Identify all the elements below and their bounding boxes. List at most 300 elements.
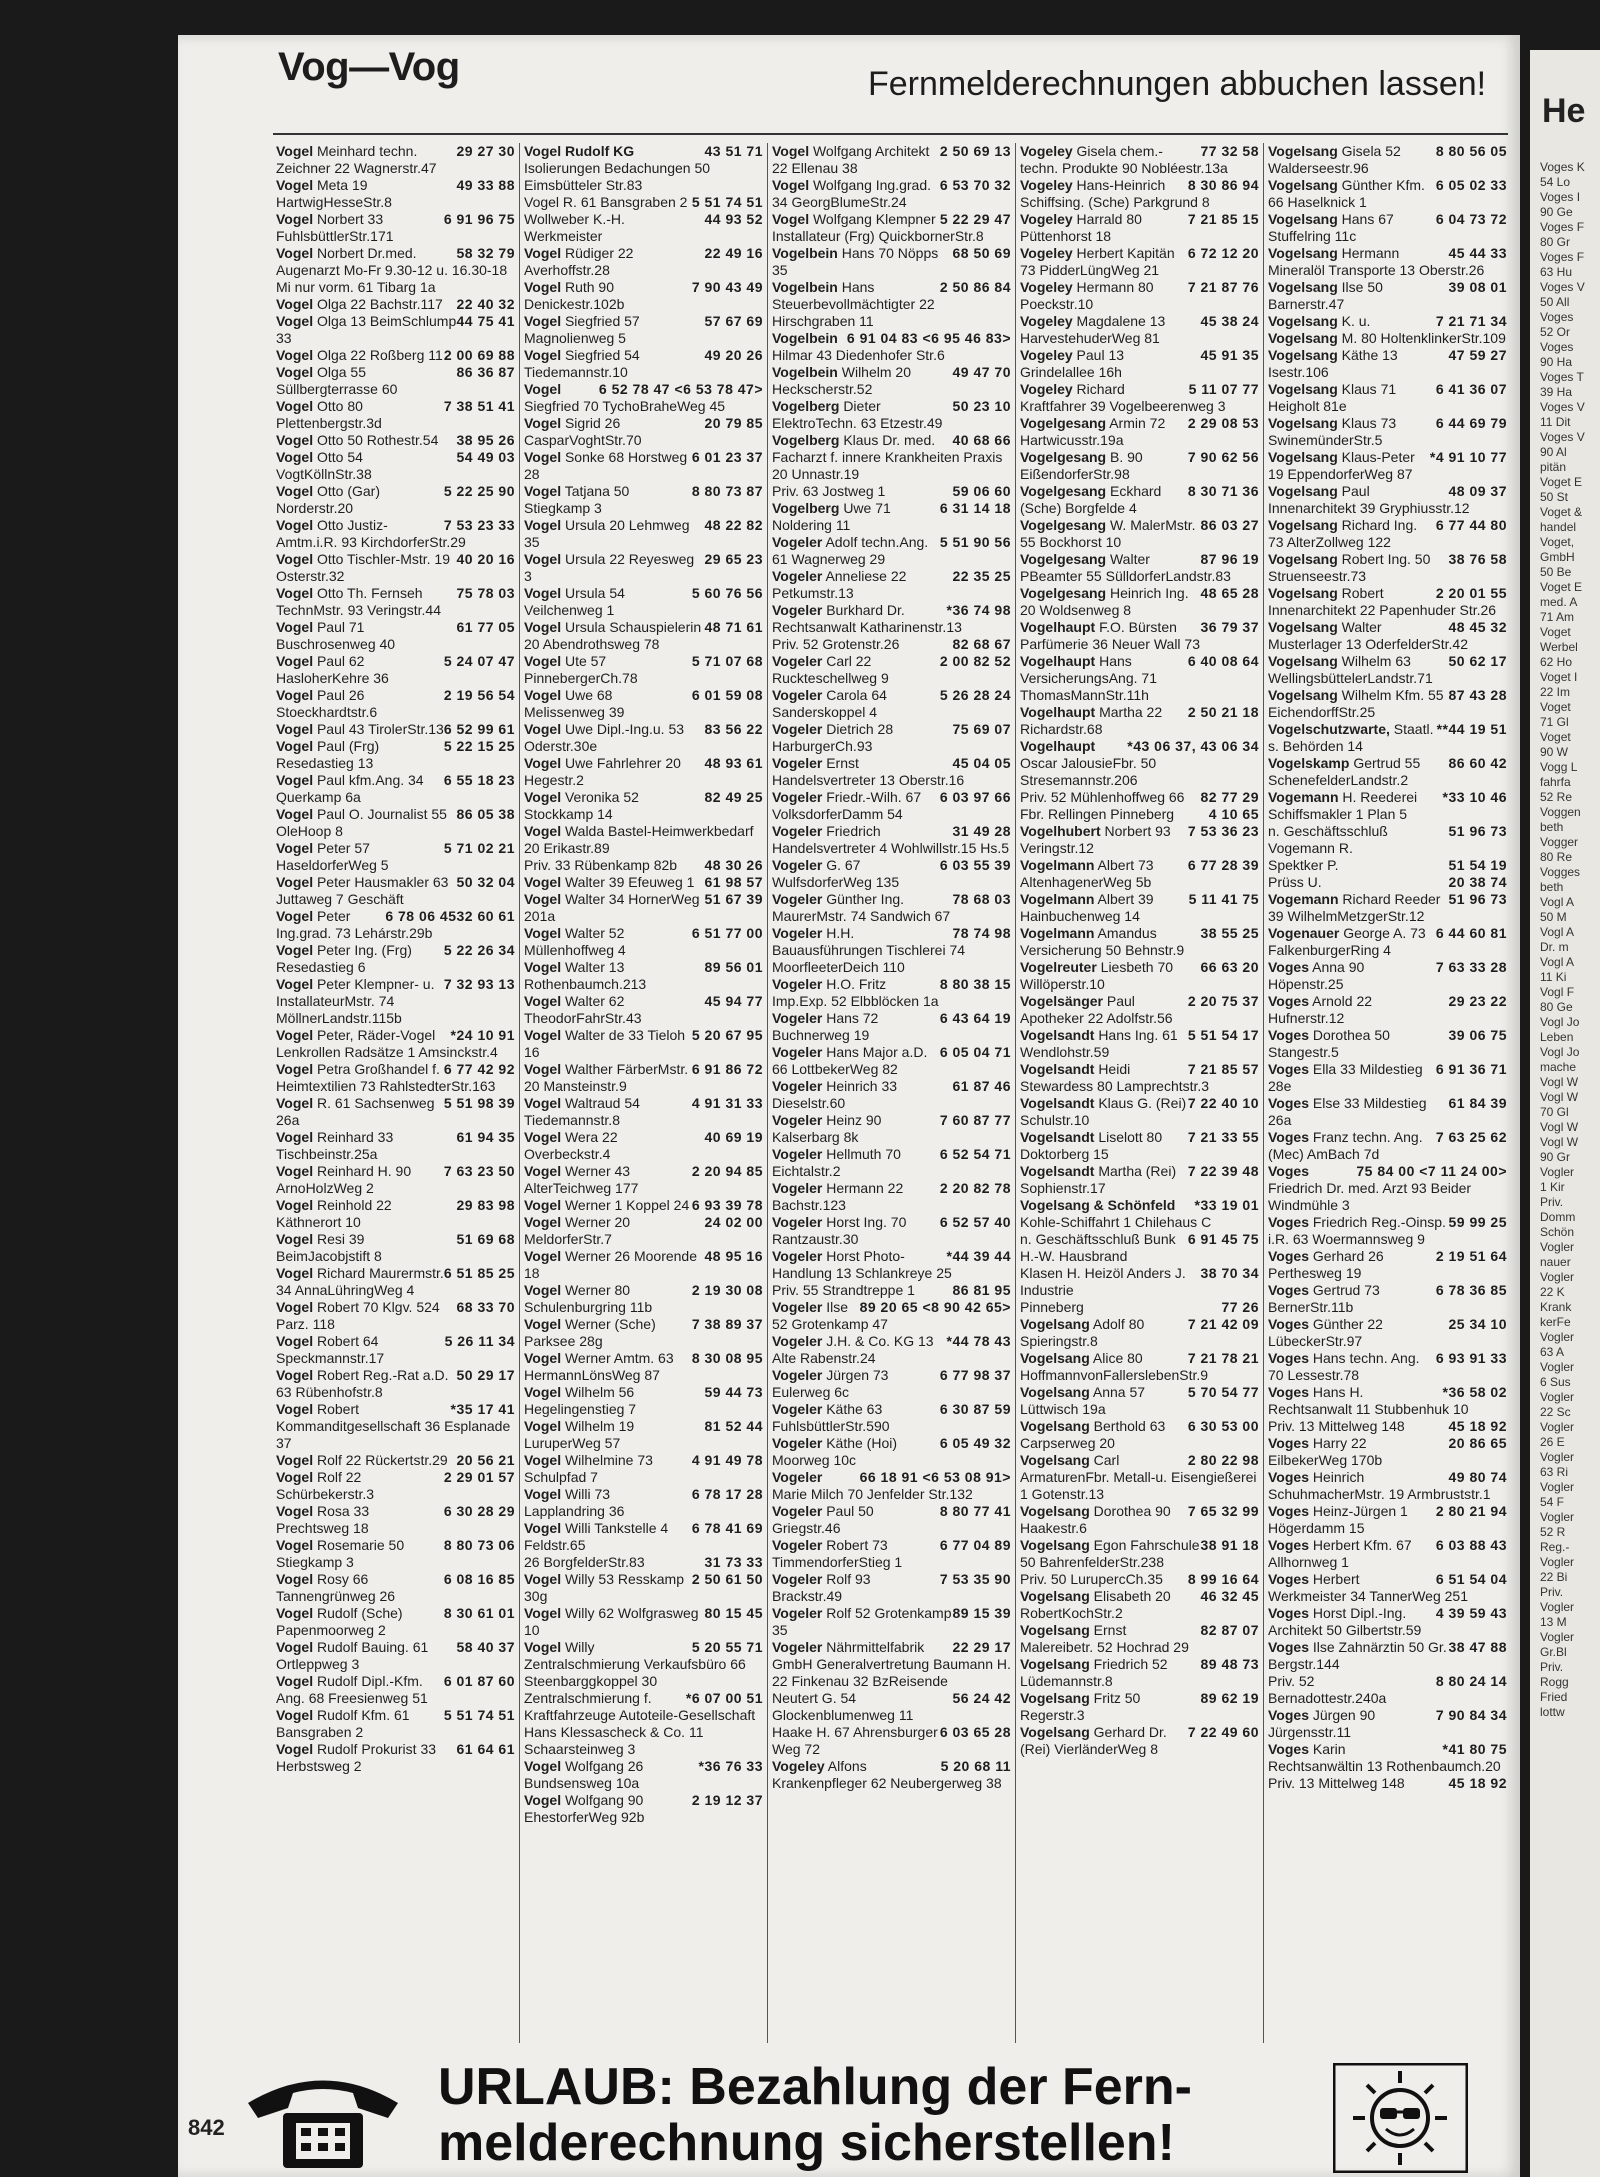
listing-name: Voges: [1268, 1384, 1309, 1400]
listing-phone: 89 20 65 <8 90 42 65>: [859, 1299, 1011, 1315]
listing-phone: 87 96 19: [1200, 551, 1259, 567]
listing-entry: [1265, 1248, 1511, 1282]
listing-entry: [521, 415, 767, 449]
adjacent-page-fragment: 22 Bi: [1540, 1570, 1568, 1584]
listing-detail: Werner 43 AlterTeichweg 177: [524, 1163, 639, 1196]
listing-detail: Friedrich Handelsvertreter 4 Wohlwillstr.15 Hs.5: [772, 823, 1010, 856]
listing-entry: [769, 1503, 1015, 1537]
listing-phone: 8 99 16 64: [1187, 1571, 1259, 1587]
listing-entry: [273, 517, 519, 551]
listing-name: Vogel: [276, 551, 314, 567]
listing-phone: 7 65 32 99: [1187, 1503, 1259, 1519]
listing-name: Vogel: [276, 1401, 314, 1417]
listing-phone: 7 21 85 57: [1187, 1061, 1259, 1077]
listing-entry: [521, 1418, 767, 1452]
listing-name: Vogelsandt: [1020, 1095, 1095, 1111]
adjacent-page-fragment: Voget: [1540, 700, 1571, 714]
listing-name: Vogeler: [772, 1010, 823, 1026]
listing-entry: [273, 1452, 519, 1469]
listing-phone: 2 20 94 85: [691, 1163, 763, 1179]
listing-name: Vogel: [276, 1605, 314, 1621]
adjacent-page-fragment: 90 Al: [1540, 445, 1567, 459]
listing-entry: [273, 296, 519, 313]
listing-entry: [521, 381, 767, 415]
adjacent-page-fragment: Vogler: [1540, 1510, 1575, 1524]
listing-name: Vogelberg: [772, 398, 840, 414]
listing-name: Vogel: [524, 449, 562, 465]
adjacent-page-fragment: fahrfa: [1540, 775, 1571, 789]
listing-phone: 6 40 08 64: [1187, 653, 1259, 669]
listing-name: Vogel: [524, 381, 562, 397]
adjacent-page-fragment: 63 Ri: [1540, 1465, 1569, 1479]
listing-phone: 75 84 00 <7 11 24 00>: [1356, 1163, 1507, 1179]
listing-name: Vogel: [276, 1061, 314, 1077]
listing-detail: Resi 39 BeimJacobjstift 8: [276, 1231, 382, 1264]
listing-entry: [1017, 1095, 1263, 1129]
listing-name: Vogel: [524, 1605, 562, 1621]
listing-detail: Werner Amtm. 63 HermannLönsWeg 87: [524, 1350, 674, 1383]
listing-detail: Otto 50 Rothestr.54: [316, 432, 439, 448]
listing-detail: Ella 33 Mildestieg 28e: [1268, 1061, 1423, 1094]
listing-phone: 32 60 61: [456, 908, 515, 924]
listing-phone: 6 55 18 23: [443, 772, 515, 788]
listing-detail: Zentralschmierung f. Kraftfahrzeuge Autoteile-Gesellschaft Hans Klessascheck & Co. 11 Schaarsteinweg 3: [524, 1690, 756, 1757]
listing-name: Vogeler: [772, 1180, 823, 1196]
listing-detail: Albert 73 AltenhagenerWeg 5b: [1020, 857, 1154, 890]
listing-phone: 82 68 67: [952, 636, 1011, 652]
listing-entry: [769, 1367, 1015, 1401]
listing-detail: Robert 70 Klgv. 524 Parz. 118: [276, 1299, 440, 1332]
listing-detail: Egon Fahrschule 50 BahrenfelderStr.238: [1020, 1537, 1200, 1570]
listing-phone: 7 63 33 28: [1435, 959, 1507, 975]
listing-phone: 40 69 19: [704, 1129, 763, 1145]
listing-detail: Herbert Werkmeister 34 TannerWeg 251: [1268, 1571, 1468, 1604]
listing-entry: [1265, 1775, 1511, 1792]
listing-name: Vogelbein: [772, 364, 838, 380]
listing-phone: 6 03 88 43: [1435, 1537, 1507, 1553]
listing-entry: [1017, 1163, 1263, 1197]
listing-name: Vogel: [524, 1282, 562, 1298]
listing-detail: Robert 73 TimmendorferStieg 1: [772, 1537, 903, 1570]
listing-detail: Priv. 13 Mittelweg 148: [1268, 1775, 1405, 1791]
listing-name: Vogel: [524, 1792, 562, 1808]
adjacent-page-fragment: 26 E: [1540, 1435, 1565, 1449]
listing-phone: 89 62 19: [1200, 1690, 1259, 1706]
listing-phone: 5 20 68 11: [940, 1758, 1011, 1774]
listing-detail: Klaus Dr. med. Facharzt f. innere Krankheiten Praxis 20 Unnastr.19: [772, 432, 1003, 482]
listing-entry: [273, 1741, 519, 1775]
listing-phone: *36 74 98: [946, 602, 1011, 618]
listing-name: Vogelschutzwarte,: [1268, 721, 1390, 737]
listing-name: Vogeley: [1020, 143, 1073, 159]
listing-phone: 22 35 25: [952, 568, 1011, 584]
listing-detail: Ernst Handelsvertreter 13 Oberstr.16: [772, 755, 965, 788]
listing-detail: Walda Bastel-Heimwerkbedarf 20 Erikastr.89: [524, 823, 754, 856]
listing-entry: [521, 1248, 767, 1282]
adjacent-page-fragment: 90 W: [1540, 745, 1569, 759]
directory-page: [178, 35, 1520, 2177]
listing-name: Vogeler: [772, 602, 823, 618]
listing-phone: 82 49 25: [704, 789, 763, 805]
listing-entry: [769, 432, 1015, 483]
listing-phone: 29 65 23: [704, 551, 763, 567]
listing-phone: 86 81 95: [952, 1282, 1011, 1298]
listing-detail: J.H. & Co. KG 13 Alte Rabenstr.24: [772, 1333, 934, 1366]
adjacent-page-fragment: 52 Or: [1540, 325, 1571, 339]
listing-phone: 6 52 78 47 <6 53 78 47>: [598, 381, 763, 397]
listing-phone: 7 90 84 34: [1435, 1707, 1507, 1723]
listing-detail: Amandus Versicherung 50 Behnstr.9: [1020, 925, 1185, 958]
listing-name: Vogeler: [772, 1503, 823, 1519]
listing-phone: 86 03 27: [1200, 517, 1259, 533]
listing-entry: [1017, 789, 1263, 806]
listing-name: Vogeler: [772, 1605, 823, 1621]
listing-phone: 54 49 03: [456, 449, 515, 465]
listing-phone: 61 87 46: [952, 1078, 1011, 1094]
listing-phone: 6 04 73 72: [1435, 211, 1507, 227]
listing-name: Vogel: [276, 398, 314, 414]
listing-detail: Priv. 55 Strandtreppe 1: [772, 1282, 915, 1298]
listing-phone: 6 78 36 85: [1435, 1282, 1507, 1298]
listing-detail: Neutert G. 54 Glockenblumenweg 11: [772, 1690, 914, 1723]
listing-entry: [521, 1639, 767, 1690]
listing-name: Vogelsang: [1268, 279, 1338, 295]
listing-phone: 86 60 42: [1448, 755, 1507, 771]
adjacent-page-fragment: Vogler: [1540, 1240, 1575, 1254]
listing-phone: 6 01 59 08: [691, 687, 763, 703]
listing-name: Vogelbein: [772, 330, 838, 346]
listing-detail: Gertrud 55 SchenefelderLandstr.2: [1268, 755, 1421, 788]
listing-detail: Otto (Gar) Norderstr.20: [276, 483, 380, 516]
listing-detail: R. 61 Sachsenweg 26a: [276, 1095, 435, 1128]
listing-phone: 45 44 33: [1448, 245, 1507, 261]
listing-entry: [521, 653, 767, 687]
listing-phone: 56 24 42: [952, 1690, 1011, 1706]
listing-detail: Paul 71 Buschrosenweg 40: [276, 619, 396, 652]
listing-entry: [769, 143, 1015, 177]
listing-entry: [1265, 823, 1511, 857]
listing-name: Vogel: [524, 1520, 562, 1536]
listing-detail: Walther FärberMstr. 20 Mansteinstr.9: [524, 1061, 689, 1094]
listing-name: Vogeler: [772, 789, 823, 805]
listing-phone: 82 87 07: [1200, 1622, 1259, 1638]
listing-name: Vogelsang: [1020, 1316, 1090, 1332]
listing-detail: Ilse 50 Barnerstr.47: [1268, 279, 1383, 312]
listing-phone: *4 91 10 77: [1429, 449, 1507, 465]
listing-detail: Nährmittelfabrik GmbH Generalvertretung Baumann H. 22 Finkenau 32 BzReisende: [772, 1639, 1011, 1689]
adjacent-page-fragment: mache: [1540, 1060, 1577, 1074]
adjacent-page-fragment: Voget E: [1540, 580, 1583, 594]
listing-detail: Priv. 52 Mühlenhoffweg 66: [1020, 789, 1185, 805]
listing-detail: Wilhelm 63 WellingsbüttelerLandstr.71: [1268, 653, 1433, 686]
listing-name: Vogeley: [1020, 211, 1073, 227]
listing-detail: Reinhard 33 Tischbeinstr.25a: [276, 1129, 394, 1162]
listing-entry: [1265, 330, 1511, 347]
listing-name: Vogeley: [1020, 381, 1073, 397]
listing-phone: 7 90 43 49: [691, 279, 763, 295]
listing-phone: 6 41 36 07: [1435, 381, 1507, 397]
listing-phone: 6 72 12 20: [1187, 245, 1259, 261]
listing-phone: 6 30 28 29: [443, 1503, 515, 1519]
listing-phone: 45 04 05: [952, 755, 1011, 771]
adjacent-page-fragment: Vogl Jo: [1540, 1015, 1580, 1029]
listing-entry: [1017, 1384, 1263, 1418]
listing-name: Vogel: [524, 619, 562, 635]
listing-name: Voges: [1268, 1435, 1309, 1451]
listing-phone: 29 23 22: [1448, 993, 1507, 1009]
adjacent-page-fragment: Gr.Bl: [1540, 1645, 1567, 1659]
listing-name: Vogel: [276, 313, 314, 329]
listing-detail: Alfons Krankenpfleger 62 Neubergerweg 38: [772, 1758, 1002, 1791]
listing-entry: [1017, 823, 1263, 857]
listing-phone: *36 58 02: [1442, 1384, 1507, 1400]
listing-entry: [521, 1486, 767, 1520]
listing-name: Vogel: [276, 806, 314, 822]
listing-detail: Uwe 71 Noldering 11: [772, 500, 891, 533]
listing-detail: Horst Ing. 70 Rantzaustr.30: [772, 1214, 907, 1247]
listing-phone: 6 77 98 37: [939, 1367, 1011, 1383]
listing-entry: [273, 1503, 519, 1537]
listing-name: Vogeler: [772, 891, 823, 907]
listing-name: Vogelsandt: [1020, 1163, 1095, 1179]
listing-detail: Wilhelm Kfm. 55 EichendorffStr.25: [1268, 687, 1444, 720]
listing-name: Vogelsang: [1020, 1622, 1090, 1638]
adjacent-page-fragment: kerFe: [1540, 1315, 1571, 1329]
listing-name: Vogel: [276, 1129, 314, 1145]
adjacent-page-fragment: Voges I: [1540, 190, 1581, 204]
listing-phone: 8 30 71 36: [1187, 483, 1259, 499]
adjacent-page-fragment: Vogl F: [1540, 985, 1575, 999]
listing-name: Vogel: [276, 1197, 314, 1213]
listing-detail: Reinhard H. 90 ArnoHolzWeg 2: [276, 1163, 412, 1196]
listing-entry: [1017, 279, 1263, 313]
listing-detail: Ursula 20 Lehmweg 35: [524, 517, 690, 550]
listing-phone: 2 19 30 08: [691, 1282, 763, 1298]
listing-name: Vogelgesang: [1020, 483, 1107, 499]
listing-phone: 2 00 82 52: [939, 653, 1011, 669]
listing-name: Vogel: [524, 823, 562, 839]
listing-detail: Günther Kfm. 66 Haselknick 1: [1268, 177, 1425, 210]
listing-detail: Walter 52 Müllenhoffweg 4: [524, 925, 626, 958]
listing-phone: 6 08 16 85: [443, 1571, 515, 1587]
adjacent-page-fragment: Voget: [1540, 625, 1571, 639]
listing-entry: [273, 483, 519, 517]
listing-name: Vogeler: [772, 857, 823, 873]
listing-phone: 6 91 45 75: [1187, 1231, 1259, 1247]
adjacent-page-fragment: 80 Re: [1540, 850, 1573, 864]
listing-phone: 61 98 57: [704, 874, 763, 890]
adjacent-page-fragment: Vogler: [1540, 1270, 1575, 1284]
listing-phone: 6 52 57 40: [939, 1214, 1011, 1230]
listing-entry: [521, 1554, 767, 1571]
listing-detail: Carola 64 Sanderskoppel 4: [772, 687, 887, 720]
listing-detail: Uwe Fahrlehrer 20 Hegestr.2: [524, 755, 681, 788]
adjacent-page-fragment: Voges T: [1540, 370, 1584, 384]
listing-detail: Friedr.-Wilh. 67 VolksdorferDamm 54: [772, 789, 922, 822]
listing-name: Voges: [1268, 993, 1309, 1009]
listing-phone: 20 79 85: [704, 415, 763, 431]
listing-phone: 47 59 27: [1448, 347, 1507, 363]
listing-entry: [769, 177, 1015, 211]
adjacent-page-fragment: Vogler: [1540, 1390, 1575, 1404]
listing-entry: [1265, 1503, 1511, 1537]
adjacent-page-fragment: Vogl A: [1540, 925, 1575, 939]
listing-phone: 7 90 62 56: [1187, 449, 1259, 465]
listing-name: Vogel: [524, 1316, 562, 1332]
listing-entry: [521, 1758, 767, 1792]
listing-name: Vogelsandt: [1020, 1027, 1095, 1043]
listing-entry: [521, 1792, 767, 1826]
listing-detail: Hans-Heinrich Schiffsing. (Sche) Parkgrund 8: [1020, 177, 1210, 210]
listing-detail: M. 80 HoltenklinkerStr.109: [1341, 330, 1506, 346]
listing-detail: Liselott 80 Doktorberg 15: [1020, 1129, 1163, 1162]
listing-entry: [521, 483, 767, 517]
listing-column-3: [769, 143, 1016, 2043]
listing-detail: Gertrud 73 BernerStr.11b: [1268, 1282, 1380, 1315]
adjacent-page-fragment: Voges V: [1540, 430, 1585, 444]
listing-entry: [521, 194, 767, 211]
listing-name: Vogelsang: [1268, 347, 1338, 363]
listing-phone: 86 05 38: [456, 806, 515, 822]
adjacent-page-fragment: Vogler: [1540, 1360, 1575, 1374]
listing-name: Voges: [1268, 1571, 1309, 1587]
listing-entry: [769, 755, 1015, 789]
listing-name: Vogel: [524, 1384, 562, 1400]
listing-detail: Dorothea 50 Stangestr.5: [1268, 1027, 1390, 1060]
adjacent-page-fragment: GmbH: [1540, 550, 1575, 564]
adjacent-page-fragment: med. A: [1540, 595, 1578, 609]
listing-entry: [1265, 1095, 1511, 1129]
listing-detail: Rosa 33 Prechtsweg 18: [276, 1503, 370, 1536]
listing-name: Voges: [1268, 1129, 1309, 1145]
listing-phone: **44 19 51: [1436, 721, 1507, 737]
adjacent-page-fragment: Vogl A: [1540, 895, 1575, 909]
listing-entry: [769, 1146, 1015, 1180]
listing-detail: Willi 73 Lapplandring 36: [524, 1486, 625, 1519]
listing-entry: [1017, 1690, 1263, 1724]
listing-detail: Willi Tankstelle 4 Feldstr.65: [524, 1520, 669, 1553]
listing-entry: [1265, 551, 1511, 585]
listing-entry: [521, 993, 767, 1027]
listing-entry: [273, 364, 519, 398]
listing-phone: 5 60 76 56: [691, 585, 763, 601]
listing-phone: 4 91 31 33: [691, 1095, 763, 1111]
listing-phone: 6 93 91 33: [1435, 1350, 1507, 1366]
listing-phone: 44 93 52: [704, 211, 763, 227]
listing-entry: [769, 1180, 1015, 1214]
listing-phone: 8 80 73 06: [443, 1537, 515, 1553]
listing-entry: [769, 398, 1015, 432]
listing-phone: 5 51 74 51: [443, 1707, 515, 1723]
listing-detail: W. MalerMstr. 55 Bockhorst 10: [1020, 517, 1196, 550]
listing-name: Vogelsang: [1268, 143, 1338, 159]
listing-detail: Walter 39 Efeuweg 1: [564, 874, 695, 890]
listing-name: Vogelberg: [772, 500, 840, 516]
listing-detail: Veronika 52 Stockkamp 14: [524, 789, 639, 822]
listing-phone: 8 80 73 87: [691, 483, 763, 499]
listing-detail: Friedrich Dr. med. Arzt 93 Beider Windmühle 3: [1268, 1180, 1472, 1213]
listing-detail: Käthe (Hoi) Moorweg 10c: [772, 1435, 898, 1468]
listing-entry: [273, 874, 519, 908]
listing-phone: *33 19 01: [1194, 1197, 1259, 1213]
adjacent-page-fragment: Vogl W: [1540, 1075, 1579, 1089]
adjacent-page-fragment: 13 M: [1540, 1615, 1567, 1629]
listing-name: Vogeler: [772, 653, 823, 669]
adjacent-page-fragment: 50 All: [1540, 295, 1570, 309]
listing-detail: Carl 22 Ruckteschellweg 9: [772, 653, 889, 686]
listing-entry: [769, 364, 1015, 398]
listing-entry: [1265, 1163, 1511, 1214]
listing-name: Vogelsang: [1020, 1588, 1090, 1604]
adjacent-page-fragment: Reg.-: [1540, 1540, 1570, 1554]
listing-entry: [521, 857, 767, 874]
listing-phone: 6 53 70 32: [939, 177, 1011, 193]
listing-entry: [273, 1469, 519, 1503]
listing-detail: Paul 26 Stoeckhardtstr.6: [276, 687, 378, 720]
listing-detail: Hans Steuerbevollmächtigter 22 Hirschgraben 11: [772, 279, 935, 329]
telephone-icon: [238, 2063, 408, 2173]
adjacent-page-fragment: Voges F: [1540, 220, 1585, 234]
listing-column-5: [1265, 143, 1511, 2043]
listing-entry: [1265, 891, 1511, 925]
listing-phone: 2 50 69 13: [939, 143, 1011, 159]
listing-detail: Günther Ing. MaurerMstr. 74 Sandwich 67: [772, 891, 951, 924]
adjacent-page-fragment: 63 Hu: [1540, 265, 1573, 279]
listing-detail: Otto 54 VogtKöllnStr.38: [276, 449, 372, 482]
listing-detail: Paul 43 TirolerStr.13: [316, 721, 444, 737]
listing-name: Vogenauer: [1268, 925, 1340, 941]
adjacent-page-fragment: 6 Sus: [1540, 1375, 1571, 1389]
adjacent-page-fragment: 63 A: [1540, 1345, 1565, 1359]
listing-entry: [1265, 721, 1511, 755]
listing-detail: Horst Dipl.-Ing. Architekt 50 Gilbertstr.59: [1268, 1605, 1422, 1638]
listing-entry: [1265, 1129, 1511, 1163]
listing-phone: 6 44 69 79: [1435, 415, 1507, 431]
listing-detail: Heidi Stewardess 80 Lamprechtstr.3: [1020, 1061, 1210, 1094]
listing-entry: [521, 1316, 767, 1350]
listing-phone: 38 55 25: [1200, 925, 1259, 941]
listing-entry: [521, 211, 767, 245]
listing-name: Vogeler: [772, 755, 823, 771]
listing-entry: [769, 687, 1015, 721]
listing-entry: [273, 211, 519, 245]
listing-phone: 49 20 26: [704, 347, 763, 363]
adjacent-page-fragment: Vogler: [1540, 1480, 1575, 1494]
listing-name: Vogel: [276, 1537, 314, 1553]
listing-phone: 36 79 37: [1200, 619, 1259, 635]
listing-phone: 50 29 17: [456, 1367, 515, 1383]
listing-entry: [1017, 551, 1263, 585]
listing-phone: 6 93 39 78: [691, 1197, 763, 1213]
listing-phone: 7 53 23 33: [443, 517, 515, 533]
listing-phone: 7 21 71 34: [1435, 313, 1507, 329]
listing-detail: 26 BorgfelderStr.83: [524, 1554, 645, 1570]
listing-detail: Rudolf Dipl.-Kfm. Ang. 68 Freesienweg 51: [276, 1673, 428, 1706]
listing-name: Vogel: [524, 1758, 562, 1774]
listing-name: Voges: [1268, 1605, 1309, 1621]
listing-detail: Waltraud 54 Tiedemannstr.8: [524, 1095, 640, 1128]
listing-entry: [521, 1690, 767, 1758]
listing-name: Vogeler: [772, 1571, 823, 1587]
listing-detail: Robert Reg.-Rat a.D. 63 Rübenhofstr.8: [276, 1367, 449, 1400]
listing-phone: 20 86 65: [1448, 1435, 1507, 1451]
listing-detail: Liesbeth 70 Willöperstr.10: [1020, 959, 1174, 992]
listing-entry: [769, 1469, 1015, 1503]
listing-name: Vogelsänger: [1020, 993, 1103, 1009]
listing-detail: Rosy 66 Tannengrünweg 26: [276, 1571, 396, 1604]
adjacent-page-fragment: 54 F: [1540, 1495, 1565, 1509]
listing-detail: Rudolf Prokurist 33 Herbstsweg 2: [276, 1741, 437, 1774]
